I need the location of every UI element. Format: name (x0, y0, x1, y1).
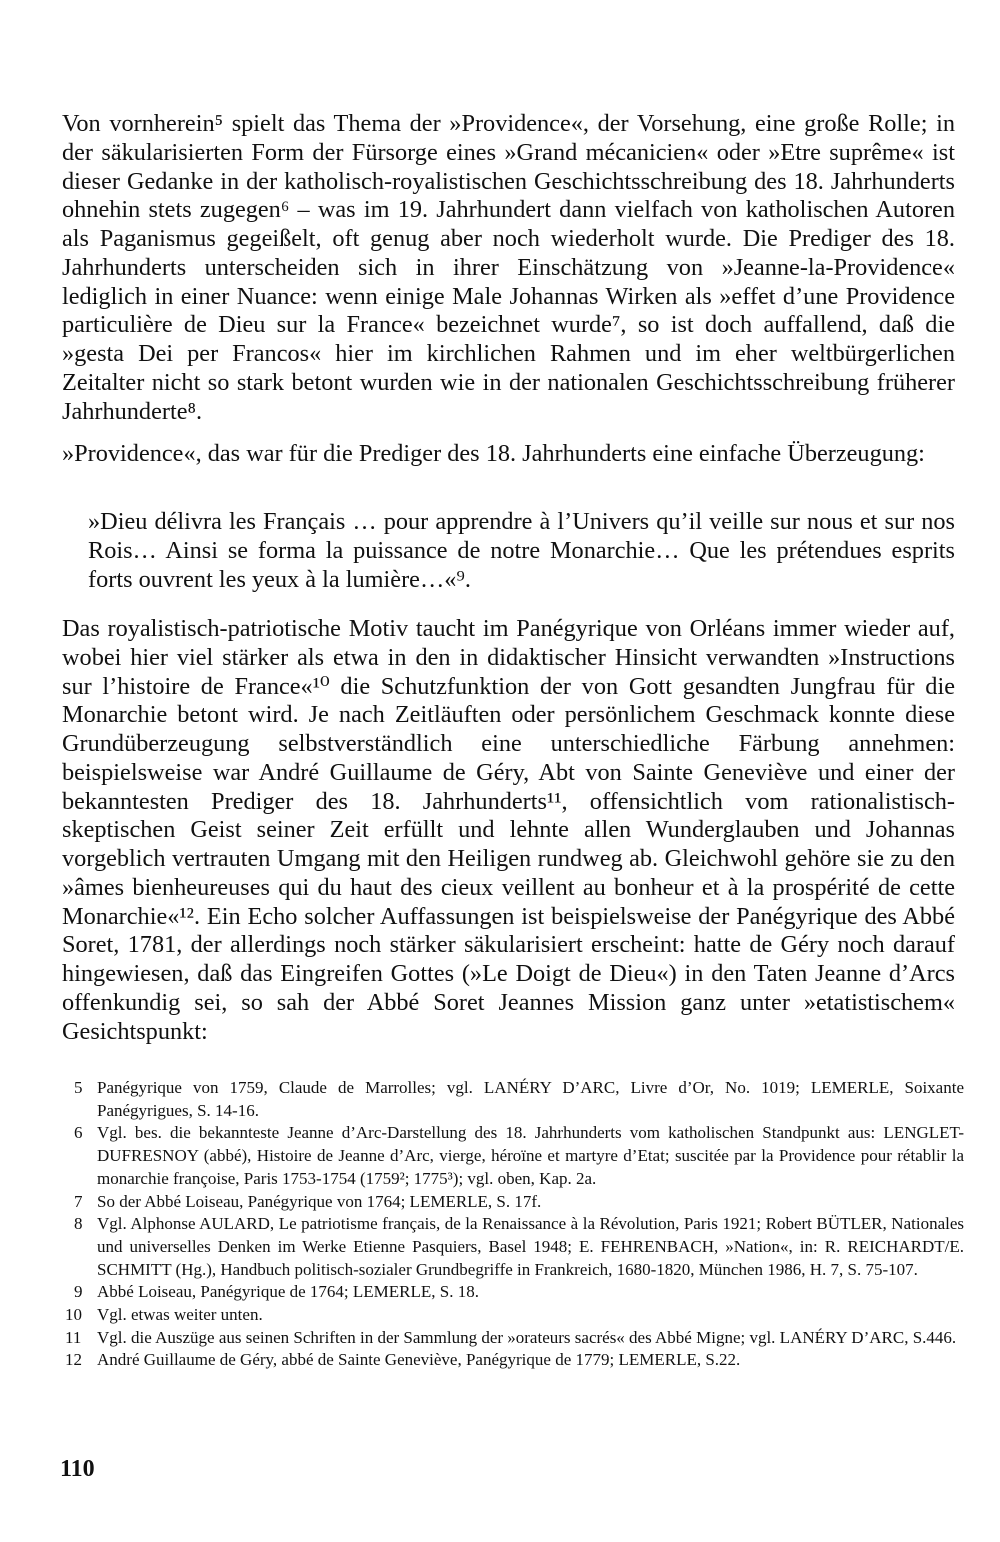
footnote-text: André Guillaume de Géry, abbé de Sainte Geneviève, Panégyrique de 1779; LEMERLE, S.22. (97, 1350, 741, 1370)
footnote (74, 1281, 964, 1304)
footnote-number: 11 (65, 1327, 82, 1347)
footnote-text: Vgl. etwas weiter unten. (97, 1305, 263, 1325)
paragraph-providence (62, 110, 955, 426)
footnote (74, 1191, 964, 1214)
page-number: 110 (60, 1456, 95, 1482)
footnote-text: Vgl. bes. die bekannteste Jeanne d’Arc-Darstellung des 18. Jahrhunderts vom katholischen Standpunkt aus: LENGLET-DUFRESNOY (abbé), Histoire de Jeanne d’Arc, vierge, héroïne et martyre d’Etat; suscitée par la Providence pour rétablir la monarchie françoise, Paris 1753-1754 (1759²; 1775³); vgl. oben, Kap. 2a. (97, 1123, 964, 1188)
footnote (65, 1327, 964, 1350)
footnote-text: Vgl. Alphonse AULARD, Le patriotisme français, de la Renaissance à la Révolution, Paris 1921; Robert BÜTLER, Nationales und universelles Denken im Werke Etienne Pasquiers, Basel 1948; E. FEHRENBACH, »Nation«, in: R. REICHARDT/E. SCHMITT (Hg.), Handbuch politisch-sozialer Grundbegriffe in Frankreich, 1680-1820, München 1986, H. 7, S. 75-107. (97, 1214, 964, 1279)
footnote (65, 1349, 964, 1372)
block-quote (88, 508, 955, 594)
paragraph-text: Von vornherein⁵ spielt das Thema der »Providence«, der Vorsehung, eine große Rolle; in der säkularisierten Form der Fürsorge eines »Grand mécanicien« oder »Etre suprême« ist dieser Gedanke in der katholisch-royalistischen Geschichtsschreibung des 18. Jahrhunderts ohnehin stets zugegen⁶ – was im 19. Jahrhundert dann vielfach von katholischen Autoren als Paganismus gegeißelt, oft genug aber noch wiederholt wurde. Die Prediger des 18. Jahrhunderts unterscheiden sich in ihrer Einschätzung von »Jeanne-la-Providence« lediglich in einer Nuance: wenn einige Male Johannas Wirken als »effet d’une Providence particulière de Dieu sur la France« bezeichnet wurde⁷, so ist doch auffallend, daß die »gesta Dei per Francos« hier im kirchlichen Rahmen und im eher weltbürgerlichen Zeitalter nicht so stark betont wurden wie in der nationalen Geschichtsschreibung früherer Jahrhunderte⁸. (62, 110, 955, 425)
paragraph-text: Das royalistisch-patriotische Motiv taucht im Panégyrique von Orléans immer wieder auf, wobei hier viel stärker als etwa in den in didaktischer Hinsicht verwandten »Instructions sur l’histoire de France«¹⁰ die Schutzfunktion der von Gott gesandten Jungfrau für die Monarchie betont wird. Je nach Zeitläuften oder persönlichem Geschmack konnte diese Grundüberzeugung selbstverständlich eine unterschiedliche Färbung annehmen: beispielsweise war André Guillaume de Géry, Abt von Sainte Geneviève und einer der bekanntesten Prediger des 18. Jahrhunderts¹¹, offensichtlich vom rationalistisch-skeptischen Geist seiner Zeit erfüllt und lehnte allen Wunderglauben und Johannas vorgeblich vertrauten Umgang mit den Heiligen rundweg ab. Gleichwohl gehöre sie zu den »âmes bienheureuses qui du haut des cieux veillent au bonheur et à la prospérité de cette Monarchie«¹². Ein Echo solcher Auffassungen ist beispielsweise der Panégyrique des Abbé Soret, 1781, der allerdings noch stärker säkularisiert erscheint: hatte de Géry noch darauf hingewiesen, daß das Eingreifen Gottes (»Le Doigt de Dieu«) in den Taten Jeanne d’Arcs offenkundig sei, so sah der Abbé Soret Jeannes Mission ganz unter »etatistischem« Gesichtspunkt: (62, 615, 955, 1045)
paragraph-conviction (62, 440, 955, 469)
footnote-text: Abbé Loiseau, Panégyrique de 1764; LEMERLE, S. 18. (97, 1282, 479, 1302)
footnote-number: 12 (65, 1350, 82, 1370)
footnote-number: 10 (65, 1305, 82, 1325)
footnotes (65, 1077, 964, 1372)
footnote (74, 1213, 964, 1281)
footnote-text: So der Abbé Loiseau, Panégyrique von 1764; LEMERLE, S. 17f. (97, 1191, 542, 1211)
paragraph-royalist-motif (62, 615, 955, 1046)
footnote-text: Panégyrique von 1759, Claude de Marrolles; vgl. LANÉRY D’ARC, Livre d’Or, No. 1019; LEMERLE, Soixante Panégyrigues, S. 14-16. (97, 1078, 964, 1120)
paragraph-text: »Providence«, das war für die Prediger des 18. Jahrhunderts eine einfache Überzeugung: (62, 440, 925, 467)
footnote-text: Vgl. die Auszüge aus seinen Schriften in der Sammlung der »orateurs sacrés« des Abbé Migne; vgl. LANÉRY D’ARC, S.446. (97, 1327, 957, 1347)
footnote (74, 1122, 964, 1190)
footnote-number: 7 (74, 1191, 83, 1211)
quote-text: »Dieu délivra les Français … pour apprendre à l’Univers qu’il veille sur nous et sur nos Rois… Ainsi se forma la puissance de notre Monarchie… Que les prétendues esprits forts ouvrent les yeux à la lumière…«⁹. (88, 508, 955, 593)
footnote-number: 6 (74, 1123, 83, 1143)
footnote-number: 5 (74, 1078, 83, 1097)
footnote-number: 8 (74, 1214, 83, 1234)
footnote (65, 1304, 964, 1327)
footnote-number: 9 (74, 1282, 83, 1302)
footnote (74, 1077, 964, 1122)
